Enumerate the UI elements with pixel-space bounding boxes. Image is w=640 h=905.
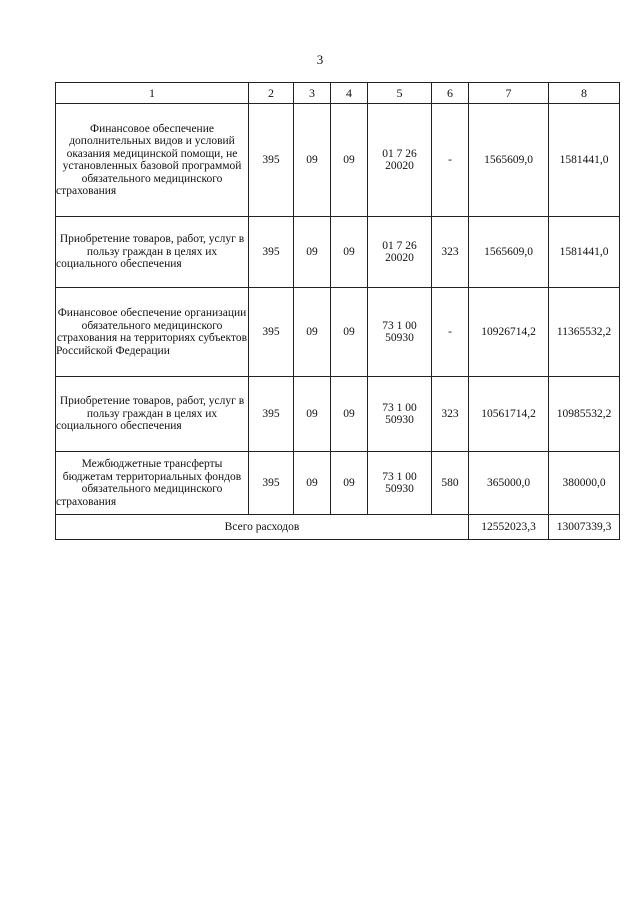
- code-part-1: 73 1 00: [382, 470, 417, 483]
- cell-col-4: 09: [331, 452, 368, 515]
- total-col-7: 12552023,3: [469, 515, 549, 540]
- cell-col-8: 10985532,2: [549, 377, 620, 452]
- cell-col-2: 395: [249, 104, 294, 217]
- table-row: [56, 217, 620, 288]
- table-row: [56, 288, 620, 377]
- cell-col-6: 580: [432, 452, 469, 515]
- cell-col-3: 09: [294, 452, 331, 515]
- cell-col-7: 365000,0: [469, 452, 549, 515]
- cell-col-3: 09: [294, 377, 331, 452]
- cell-col-5: [368, 288, 432, 377]
- cell-col-7: 1565609,0: [469, 217, 549, 288]
- header-col-1: 1: [56, 83, 249, 104]
- cell-col-2: 395: [249, 288, 294, 377]
- cell-col-5: [368, 104, 432, 217]
- cell-col-8: 1581441,0: [549, 104, 620, 217]
- cell-col-8: 380000,0: [549, 452, 620, 515]
- cell-col-7: 1565609,0: [469, 104, 549, 217]
- row-name: Финансовое обеспечение организации обязательного медицинского страхования на территориях субъектов Российской Федерации: [56, 288, 249, 377]
- code-part-2: 20020: [385, 252, 414, 264]
- cell-col-6: 323: [432, 217, 469, 288]
- cell-col-4: 09: [331, 104, 368, 217]
- table-row: [56, 104, 620, 217]
- total-col-8: 13007339,3: [549, 515, 620, 540]
- total-row: [56, 515, 620, 540]
- code-part-2: 50930: [385, 483, 414, 495]
- cell-col-2: 395: [249, 377, 294, 452]
- header-col-4: 4: [331, 83, 368, 104]
- row-name: Приобретение товаров, работ, услуг в пользу граждан в целях их социального обеспечения: [56, 377, 249, 452]
- code-part-1: 01 7 26: [382, 239, 417, 252]
- cell-col-5: [368, 217, 432, 288]
- cell-col-8: 11365532,2: [549, 288, 620, 377]
- code-part-1: 73 1 00: [382, 319, 417, 332]
- cell-col-5: [368, 377, 432, 452]
- cell-col-4: 09: [331, 288, 368, 377]
- header-col-7: 7: [469, 83, 549, 104]
- row-name: Приобретение товаров, работ, услуг в пользу граждан в целях их социального обеспечения: [56, 217, 249, 288]
- row-name: Финансовое обеспечение дополнительных видов и условий оказания медицинской помощи, не установленных базовой программой обязательного медицинского страхования: [56, 104, 249, 217]
- code-part-1: 73 1 00: [382, 401, 417, 414]
- row-name: Межбюджетные трансферты бюджетам территориальных фондов обязательного медицинского страхования: [56, 452, 249, 515]
- cell-col-7: 10561714,2: [469, 377, 549, 452]
- table-row: [56, 377, 620, 452]
- cell-col-7: 10926714,2: [469, 288, 549, 377]
- cell-col-3: 09: [294, 217, 331, 288]
- cell-col-6: -: [432, 104, 469, 217]
- cell-col-4: 09: [331, 217, 368, 288]
- cell-col-2: 395: [249, 217, 294, 288]
- total-label: Всего расходов: [56, 515, 469, 540]
- cell-col-2: 395: [249, 452, 294, 515]
- header-col-8: 8: [549, 83, 620, 104]
- cell-col-6: -: [432, 288, 469, 377]
- cell-col-6: 323: [432, 377, 469, 452]
- code-part-1: 01 7 26: [382, 147, 417, 160]
- header-col-2: 2: [249, 83, 294, 104]
- table-row: [56, 452, 620, 515]
- code-part-2: 50930: [385, 332, 414, 344]
- code-part-2: 20020: [385, 160, 414, 172]
- cell-col-5: [368, 452, 432, 515]
- cell-col-8: 1581441,0: [549, 217, 620, 288]
- header-row: [56, 83, 620, 104]
- header-col-6: 6: [432, 83, 469, 104]
- budget-table: [55, 82, 620, 540]
- header-col-5: 5: [368, 83, 432, 104]
- code-part-2: 50930: [385, 414, 414, 426]
- page-number: 3: [316, 52, 324, 67]
- cell-col-3: 09: [294, 288, 331, 377]
- header-col-3: 3: [294, 83, 331, 104]
- cell-col-3: 09: [294, 104, 331, 217]
- cell-col-4: 09: [331, 377, 368, 452]
